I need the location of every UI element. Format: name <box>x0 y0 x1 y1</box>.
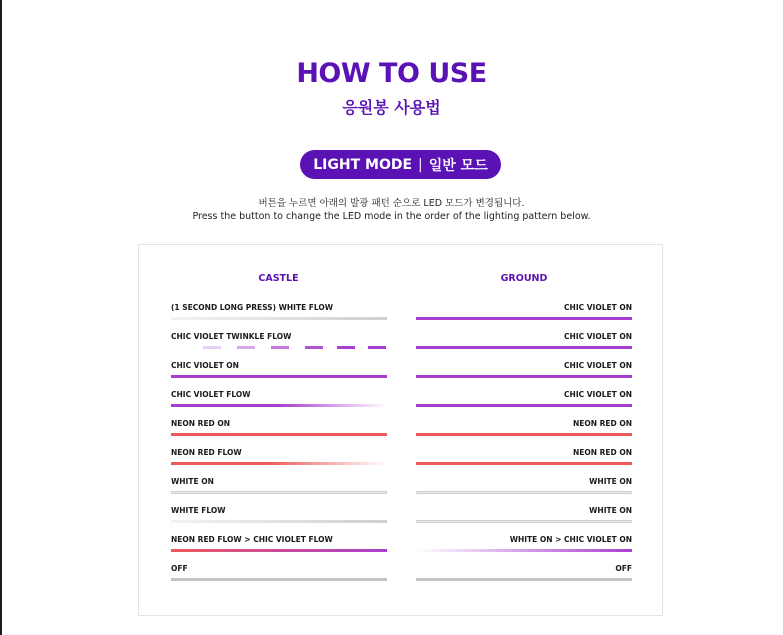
ground-pattern-bar-red-on <box>416 433 632 436</box>
castle-pattern-bar-white-on <box>171 491 387 494</box>
castle-row-label: NEON RED FLOW > CHIC VIOLET FLOW <box>171 535 333 544</box>
pattern-table-panel <box>138 244 663 616</box>
ground-column-header: GROUND <box>500 273 548 284</box>
castle-row-label: CHIC VIOLET TWINKLE FLOW <box>171 332 292 341</box>
castle-pattern-bar-twinkle <box>171 346 387 349</box>
ground-pattern-bar-violet-on <box>416 317 632 320</box>
twinkle-dash <box>237 346 255 349</box>
castle-pattern-bar-white-flow <box>171 520 387 523</box>
ground-row-label: NEON RED ON <box>572 419 632 428</box>
ground-row-label: OFF <box>615 564 632 573</box>
castle-pattern-bar-violet-flow <box>171 404 387 407</box>
light-mode-badge <box>300 150 501 179</box>
ground-row-label: CHIC VIOLET ON <box>564 361 632 370</box>
ground-row-label: CHIC VIOLET ON <box>564 332 632 341</box>
castle-row-label: CHIC VIOLET ON <box>171 361 239 370</box>
castle-pattern-bar-red-flow <box>171 462 387 465</box>
castle-row-label: NEON RED ON <box>171 419 231 428</box>
twinkle-dash <box>368 346 386 349</box>
twinkle-dash <box>337 346 355 349</box>
description-english: Press the button to change the LED mode in the order of the lighting pattern below. <box>192 211 591 222</box>
castle-row-label: OFF <box>171 564 188 573</box>
castle-row-label: NEON RED FLOW <box>171 448 242 457</box>
castle-pattern-bar-red-to-violet <box>171 549 387 552</box>
light-mode-label: LIGHT MODE <box>313 156 413 173</box>
ground-row-label: WHITE ON <box>589 506 632 515</box>
castle-pattern-bar-violet-on <box>171 375 387 378</box>
ground-pattern-bar-red-on <box>416 462 632 465</box>
castle-pattern-bar-white-flow <box>171 317 387 320</box>
ground-pattern-bar-violet-on <box>416 346 632 349</box>
castle-pattern-bar-off <box>171 578 387 581</box>
ground-pattern-bar-white-on <box>416 520 632 523</box>
ground-pattern-bar-white-to-violet <box>416 549 632 552</box>
ground-pattern-bar-violet-on <box>416 375 632 378</box>
ground-row-label: WHITE ON <box>589 477 632 486</box>
castle-row-label: CHIC VIOLET FLOW <box>171 390 251 399</box>
page-title: HOW TO USE <box>296 58 487 89</box>
page-subtitle-korean: 응원봉 사용법 <box>342 98 441 117</box>
ground-row-label: CHIC VIOLET ON <box>564 390 632 399</box>
ground-pattern-bar-off <box>416 578 632 581</box>
description-korean: 버튼을 누르면 아래의 발광 패턴 순으로 LED 모드가 변경됩니다. <box>258 198 525 209</box>
light-mode-separator: | <box>418 156 423 173</box>
ground-pattern-bar-violet-on <box>416 404 632 407</box>
twinkle-dash <box>305 346 323 349</box>
twinkle-dash <box>271 346 289 349</box>
twinkle-dash <box>203 346 221 349</box>
castle-row-label: (1 SECOND LONG PRESS) WHITE FLOW <box>171 303 334 312</box>
castle-row-label: WHITE FLOW <box>171 506 226 515</box>
castle-column-header: CASTLE <box>258 273 299 284</box>
castle-pattern-bar-red-on <box>171 433 387 436</box>
castle-row-label: WHITE ON <box>171 477 214 486</box>
ground-row-label: WHITE ON > CHIC VIOLET ON <box>509 535 632 544</box>
ground-row-label: CHIC VIOLET ON <box>564 303 632 312</box>
ground-pattern-bar-white-on <box>416 491 632 494</box>
light-mode-label-korean: 일반 모드 <box>428 157 488 174</box>
ground-row-label: NEON RED ON <box>572 448 632 457</box>
